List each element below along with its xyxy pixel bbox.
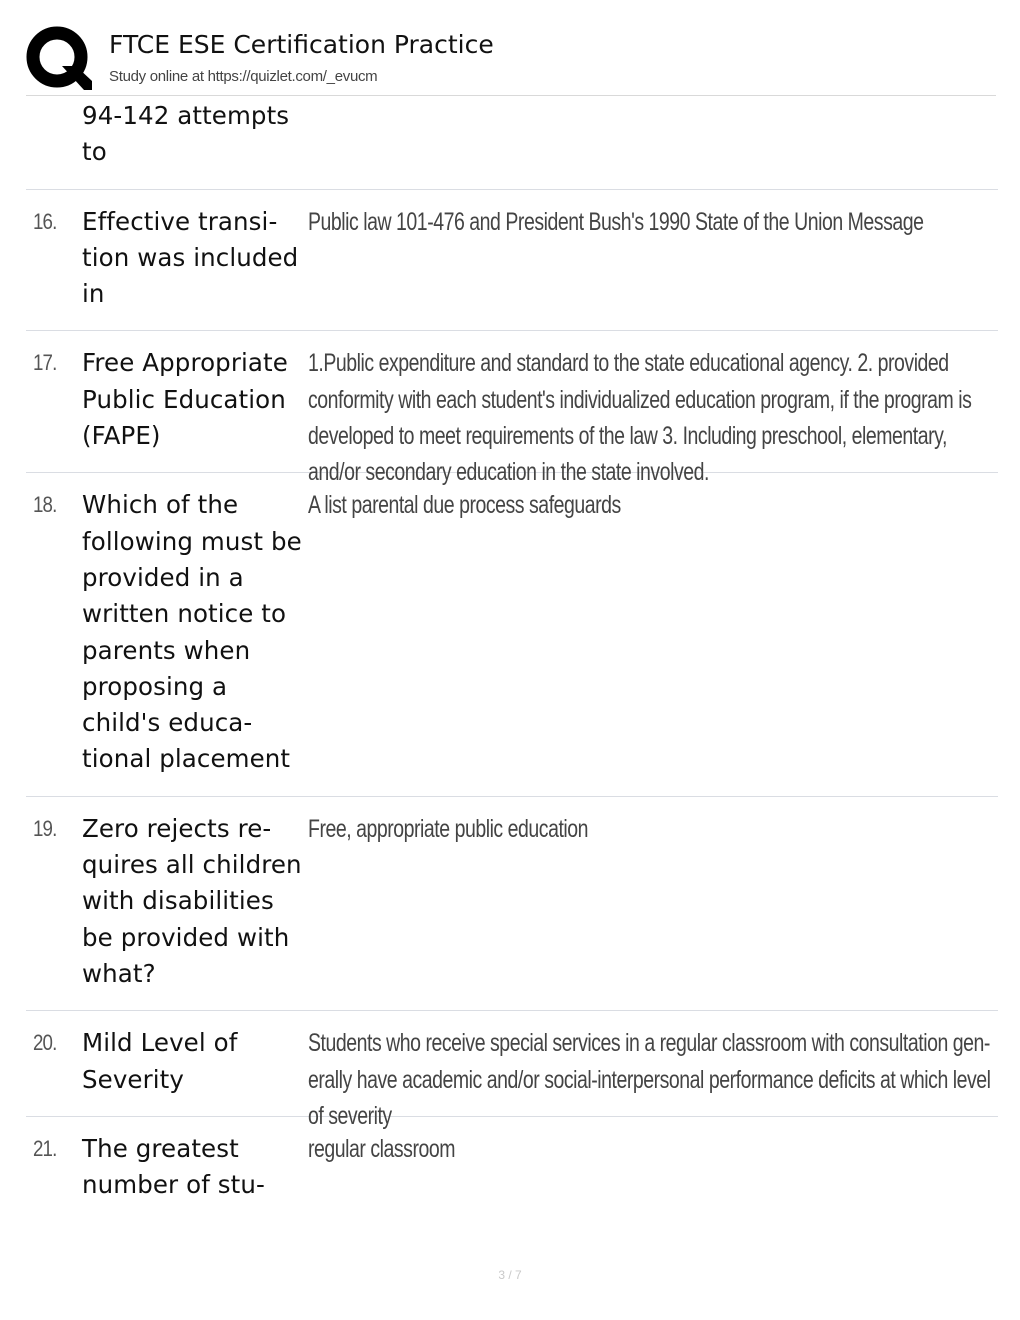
card-term: Effective transition was included in bbox=[82, 206, 299, 309]
card-definition: Free, appropriate public education bbox=[308, 814, 589, 843]
card-number: 20. bbox=[33, 1030, 57, 1056]
page-header bbox=[26, 22, 996, 96]
card-term: The greatest number of stu- bbox=[82, 1133, 265, 1200]
card-definition: 1.Public expenditure and standard to the state educational agency. 2. provided conformity with each student's individualized education program, if the program is developed to meet requirements of the law 3. Including preschool, elementary, and/or secondary education in the state involved. bbox=[308, 349, 972, 487]
flashcard-row bbox=[26, 797, 998, 1011]
card-number: 16. bbox=[33, 208, 57, 234]
card-number: 17. bbox=[33, 350, 57, 376]
card-definition: A list parental due process safeguards bbox=[308, 491, 621, 520]
card-term: Free Appropriate Public Education (FAPE) bbox=[82, 348, 288, 451]
study-link[interactable]: Study online at https://quizlet.com/_evucm bbox=[109, 68, 378, 85]
flashcard-row bbox=[26, 331, 998, 487]
flashcard-row bbox=[26, 473, 998, 796]
card-term: Mild Level of Severity bbox=[82, 1028, 238, 1094]
flashcard-list bbox=[26, 96, 998, 1221]
page-number: 3 / 7 bbox=[498, 1268, 522, 1282]
flashcard-row bbox=[26, 1011, 998, 1130]
card-term: Which of the following must be provided in a written notice to parents when proposing a child's educational placement bbox=[82, 490, 302, 774]
card-definition: regular classroom bbox=[308, 1134, 456, 1163]
flashcard-row bbox=[26, 190, 998, 332]
quizlet-logo-icon bbox=[26, 26, 92, 92]
card-term: Zero rejects requires all children with disabilities be provided with what? bbox=[82, 813, 302, 988]
card-term: 94-142 attempts to bbox=[82, 101, 290, 167]
card-definition: Students who receive special services in a regular classroom with consultation generally have academic and/or social-interpersonal performance deficits at which level of severity bbox=[308, 1029, 991, 1130]
card-definition: Public law 101-476 and President Bush's 1990 State of the Union Message bbox=[308, 207, 924, 236]
page-title: FTCE ESE Certification Practice bbox=[109, 30, 494, 59]
card-number: 21. bbox=[33, 1135, 57, 1161]
card-number: 19. bbox=[33, 815, 57, 841]
card-number: 18. bbox=[33, 492, 57, 518]
flashcard-row bbox=[26, 96, 998, 190]
flashcard-row bbox=[26, 1117, 998, 1222]
